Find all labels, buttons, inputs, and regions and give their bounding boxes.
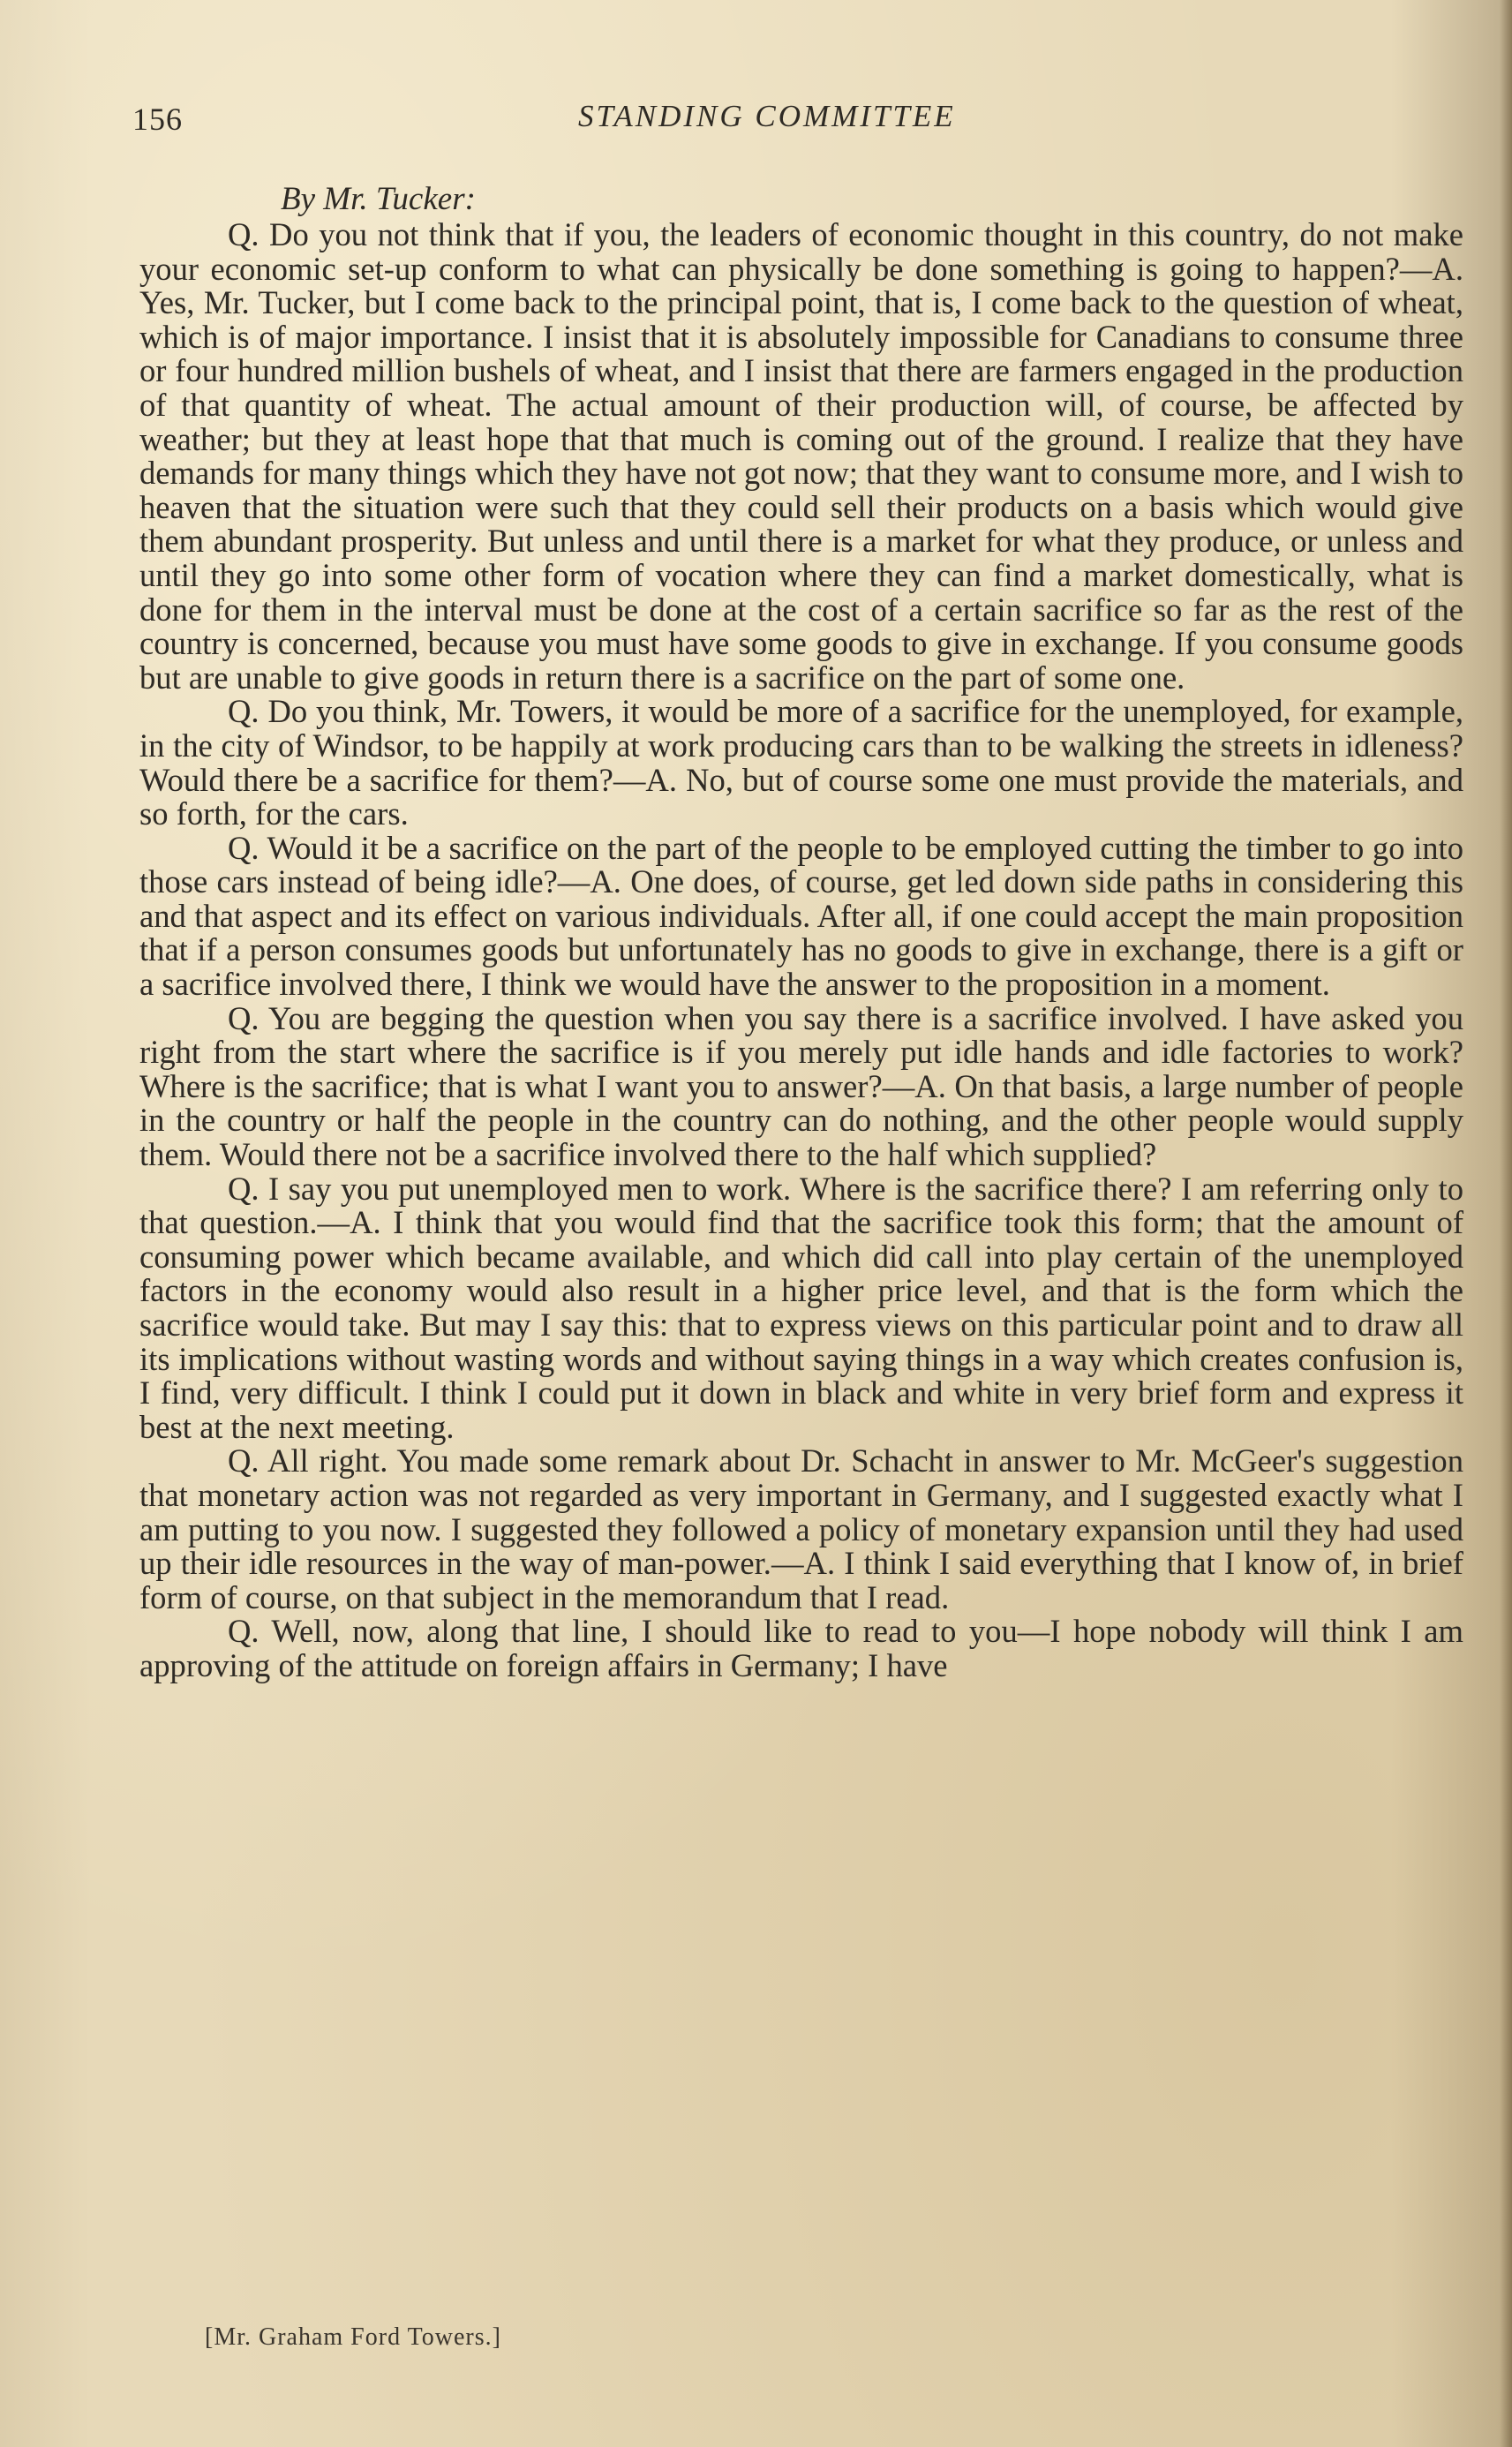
page-header xyxy=(132,95,1456,139)
page-number: 156 xyxy=(132,102,183,137)
body-text xyxy=(139,181,1463,1683)
examiner-heading: By Mr. Tucker: xyxy=(281,181,476,217)
witness-footer: [Mr. Graham Ford Towers.] xyxy=(205,2323,501,2351)
running-head: STANDING COMMITTEE xyxy=(578,99,956,133)
paragraph-5: Q. I say you put unemployed men to work. Where is the sacrifice there? I am referring only to that question.—A. I think that you would find that the sacrifice took this form; that the amount of consuming power which became available, and which did call into play certain of the unemployed factors in the economy would also result in a higher price level, and that is the form which the sacrifice would take. But may I say this: that to express views on this particular point and to draw all its implications without wasting words and without saying things in a way which creates confusion is, I find, very difficult. I think I could put it down in black and white in very brief form and express it best at the next meeting. xyxy=(139,1170,1463,1445)
paragraph-1: Q. Do you not think that if you, the leaders of economic thought in this country, do not make your economic set-up conform to what can physically be done something is going to happen?—A. Yes, Mr. Tucker, but I come back to the principal point, that is, I come back to the question of wheat, which is of major importance. I insist that it is absolutely impossible for Canadians to consume three or four hundred million bushels of wheat, and I insist that there are farmers engaged in the production of that quantity of wheat. The actual amount of their production will, of course, be affected by weather; but they at least hope that that much is coming out of the ground. I realize that they have demands for many things which they have not got now; that they want to consume more, and I wish to heaven that the situation were such that they could sell their products on a basis which would give them abundant prosperity. But unless and until there is a market for what they produce, or unless and until they go into some other form of vocation where they can find a market domestically, what is done for them in the interval must be done at the cost of a certain sacrifice so far as the rest of the country is concerned, because you must have some goods to give in exchange. If you consume goods but are unable to give goods in return there is a sacrifice on the part of some one. xyxy=(139,216,1463,696)
paragraph-4: Q. You are begging the question when you say there is a sacrifice involved. I have asked you right from the start where the sacrifice is if you merely put idle hands and idle factories to work? Where is the sacrifice; that is what I want you to answer?—A. On that basis, a large number of people in the country or half the people in the country can do nothing, and the other people would supply them. Would there not be a sacrifice involved there to the half which supplied? xyxy=(139,999,1463,1173)
paragraph-2: Q. Do you think, Mr. Towers, it would be more of a sacrifice for the unemployed, for example, in the city of Windsor, to be happily at work producing cars than to be walking the streets in idleness? Would there be a sacrifice for them?—A. No, but of course some one must provide the materials, and so forth, for the cars. xyxy=(139,693,1463,832)
paragraph-3: Q. Would it be a sacrifice on the part of the people to be employed cutting the timber to go into those cars instead of being idle?—A. One does, of course, get led down side paths in considering this and that aspect and its effect on various individuals. After all, if one could accept the main proposition that if a person consumes goods but unfortunately has no goods to give in exchange, there is a gift or a sacrifice involved there, I think we would have the answer to the proposition in a moment. xyxy=(139,829,1463,1003)
page-binding-shadow xyxy=(1500,0,1512,2447)
paragraph-7: Q. Well, now, along that line, I should like to read to you—I hope nobody will think I am approving of the attitude on foreign affairs in Germany; I have xyxy=(139,1613,1463,1683)
paragraph-6: Q. All right. You made some remark about Dr. Schacht in answer to Mr. McGeer's suggestion that monetary action was not regarded as very important in Germany, and I suggested exactly what I am putting to you now. I suggested they followed a policy of monetary expansion until they had used up their idle resources in the way of man-power.—A. I think I said everything that I know of, in brief form of course, on that subject in the memorandum that I read. xyxy=(139,1442,1463,1615)
